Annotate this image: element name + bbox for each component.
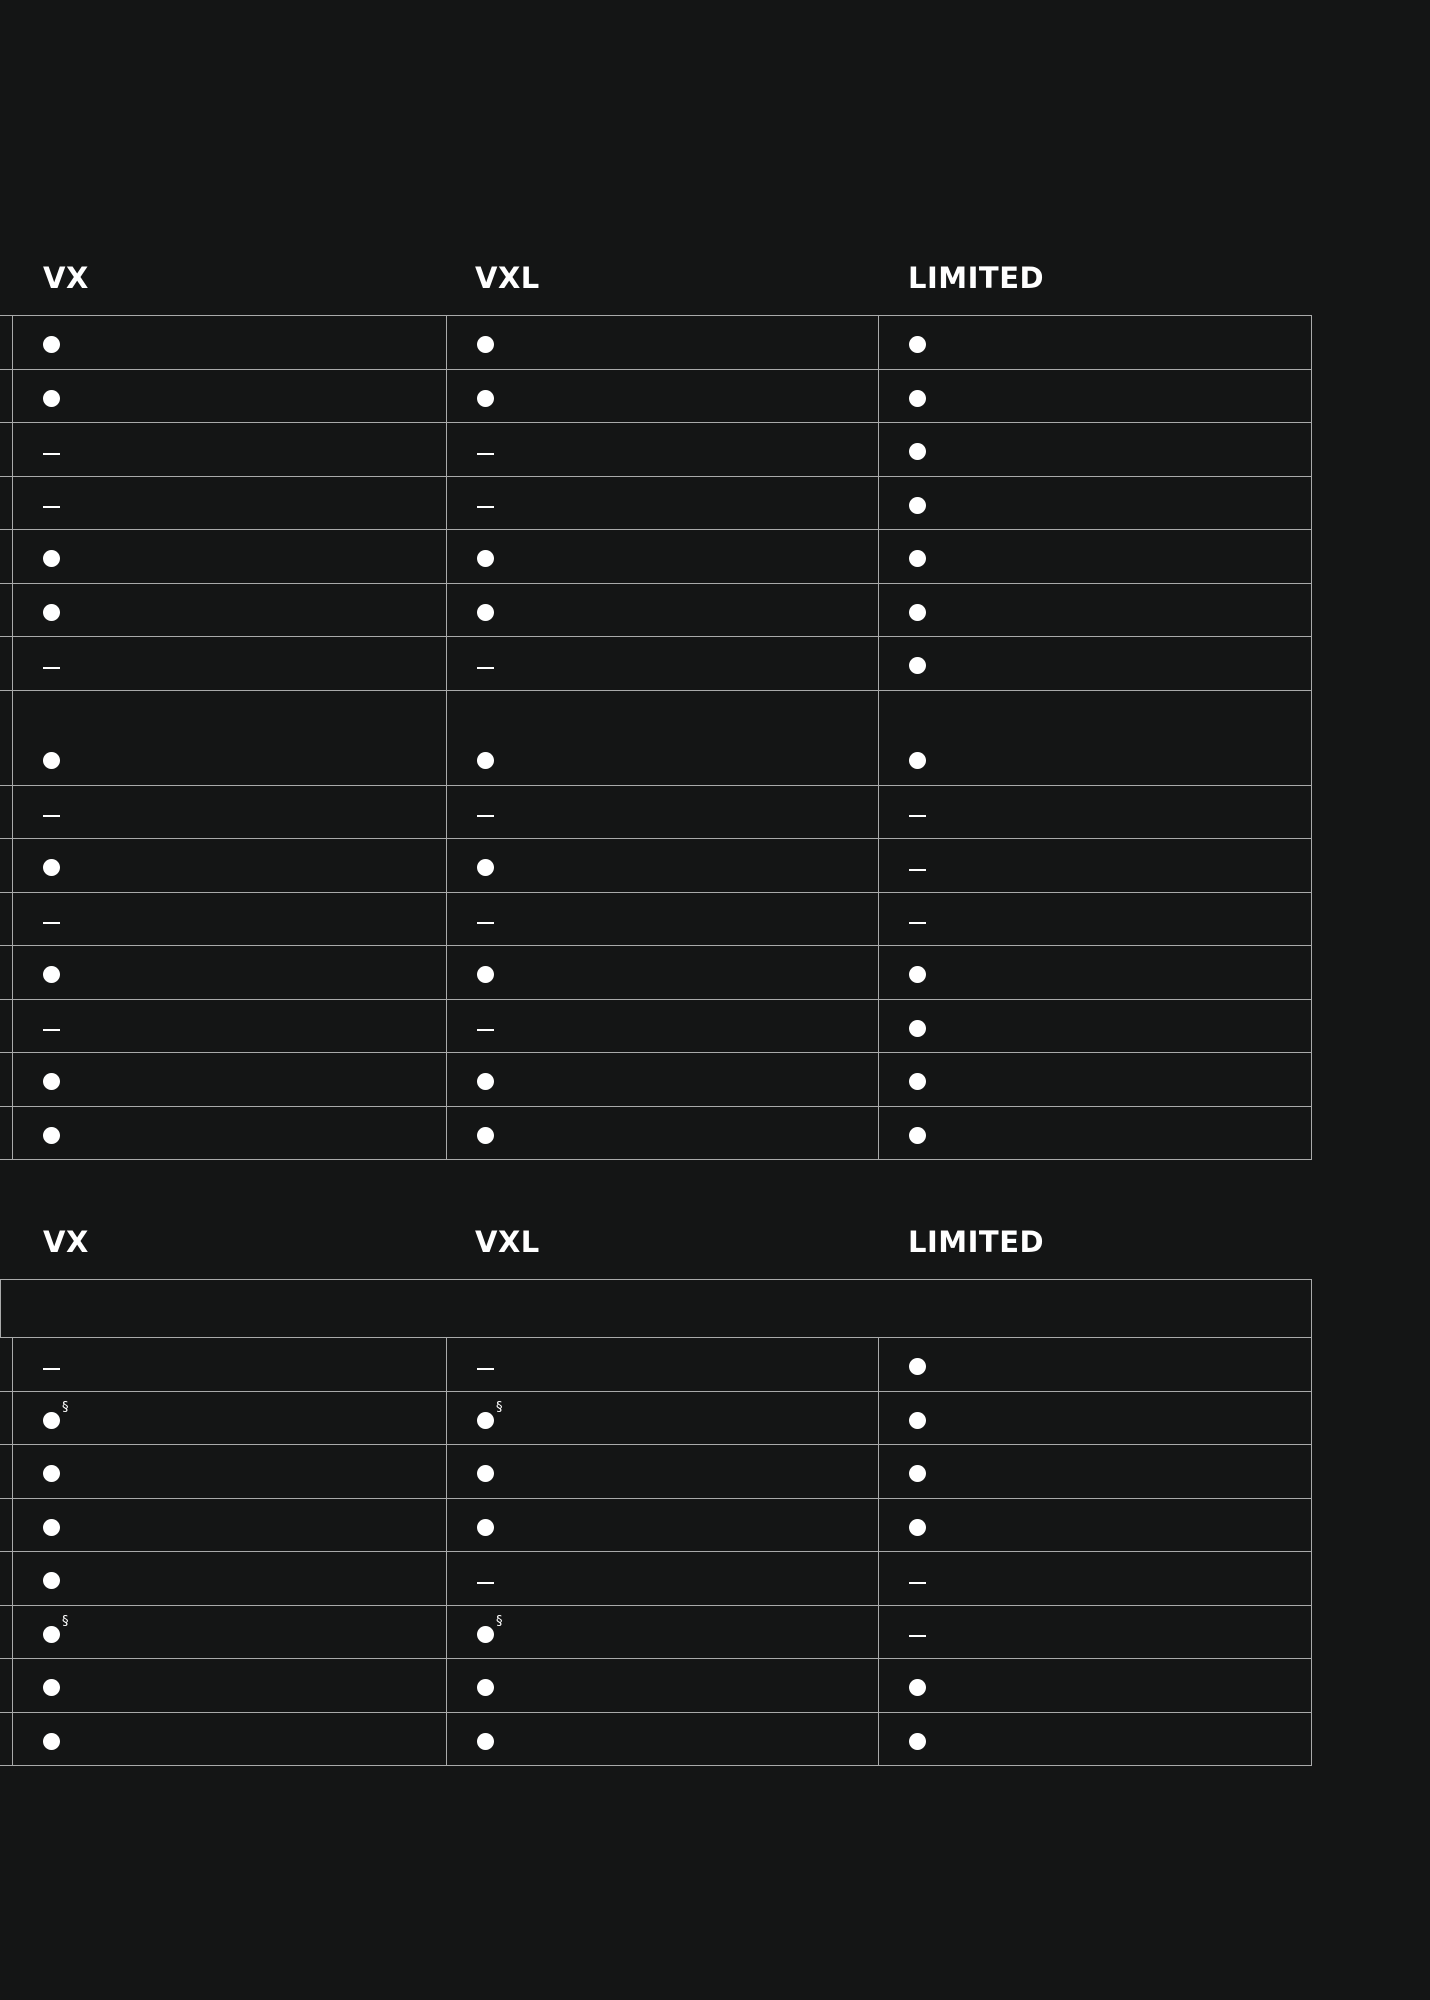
table-cell — [878, 423, 1312, 476]
included-dot-icon — [43, 1127, 60, 1144]
cell-mark — [909, 803, 926, 825]
column-header-vxl: VXL — [475, 261, 540, 295]
cell-mark — [909, 494, 926, 516]
included-dot-icon — [909, 336, 926, 353]
table-cell — [12, 1713, 446, 1766]
cell-mark — [43, 857, 60, 879]
table-row — [0, 691, 1311, 786]
included-dot-icon — [43, 1572, 60, 1589]
cell-mark — [477, 1463, 494, 1485]
not-available-dash-icon — [909, 1635, 926, 1637]
included-dot-icon — [477, 1679, 494, 1696]
table-row — [0, 1445, 1311, 1499]
table-row — [0, 584, 1311, 638]
cell-mark — [909, 548, 926, 570]
cell-mark — [43, 1516, 60, 1538]
included-dot-icon — [477, 550, 494, 567]
footnote-marker: § — [62, 1614, 69, 1629]
included-dot-icon — [909, 1073, 926, 1090]
cell-mark — [909, 1124, 926, 1146]
table-cell — [446, 1445, 878, 1498]
table-cell — [12, 1499, 446, 1552]
table-cell — [12, 1053, 446, 1106]
cell-mark — [909, 1570, 926, 1592]
table-cell — [446, 1338, 878, 1391]
table-cell — [878, 477, 1312, 530]
table-cell — [446, 1053, 878, 1106]
table-cell — [12, 1107, 446, 1160]
cell-mark — [909, 601, 926, 623]
not-available-dash-icon — [43, 815, 60, 817]
cell-mark — [909, 1516, 926, 1538]
table-cell — [878, 1392, 1312, 1445]
cell-mark — [43, 803, 60, 825]
included-dot-icon — [43, 1412, 60, 1429]
table-cell — [878, 893, 1312, 946]
cell-mark — [43, 601, 60, 623]
not-available-dash-icon — [43, 667, 60, 669]
table-row — [0, 477, 1311, 531]
table-cell — [878, 530, 1312, 583]
table-cell — [878, 1713, 1312, 1766]
not-available-dash-icon — [909, 869, 926, 871]
table-row — [0, 530, 1311, 584]
section-header-row — [0, 1280, 1311, 1338]
not-available-dash-icon — [477, 1029, 494, 1031]
table-cell — [12, 637, 446, 690]
table-row — [0, 1000, 1311, 1054]
included-dot-icon — [909, 1358, 926, 1375]
table-row — [0, 946, 1311, 1000]
table-cell — [878, 370, 1312, 423]
cell-mark — [43, 494, 60, 516]
not-available-dash-icon — [477, 815, 494, 817]
cell-mark — [477, 1017, 494, 1039]
not-available-dash-icon — [909, 922, 926, 924]
included-dot-icon — [477, 1412, 494, 1429]
cell-mark — [43, 964, 60, 986]
table-cell — [446, 691, 878, 785]
table-cell — [446, 1713, 878, 1766]
cell-mark — [43, 1463, 60, 1485]
feature-table-1 — [0, 258, 1313, 298]
not-available-dash-icon — [43, 922, 60, 924]
table-cell — [12, 423, 446, 476]
table-row — [0, 1053, 1311, 1107]
cell-mark — [43, 910, 60, 932]
table-row — [0, 370, 1311, 424]
cell-mark — [477, 964, 494, 986]
included-dot-icon — [477, 1519, 494, 1536]
table-cell — [878, 946, 1312, 999]
table-cell — [446, 1000, 878, 1053]
table-cell — [12, 1338, 446, 1391]
cell-mark — [909, 1623, 926, 1645]
cell-mark — [477, 387, 494, 409]
included-dot-icon — [477, 1733, 494, 1750]
table-cell — [878, 584, 1312, 637]
cell-mark — [477, 750, 494, 772]
included-dot-icon — [43, 966, 60, 983]
included-dot-icon — [477, 1073, 494, 1090]
table-row — [0, 423, 1311, 477]
cell-mark — [43, 655, 60, 677]
table-cell — [446, 1107, 878, 1160]
included-dot-icon — [477, 752, 494, 769]
cell-mark — [477, 1570, 494, 1592]
included-dot-icon — [909, 1127, 926, 1144]
cell-mark — [477, 1124, 494, 1146]
included-dot-icon — [43, 1073, 60, 1090]
table-row — [0, 786, 1311, 840]
table-cell — [878, 1499, 1312, 1552]
cell-mark — [909, 1017, 926, 1039]
included-dot-icon — [909, 1519, 926, 1536]
included-dot-icon — [909, 1020, 926, 1037]
table-cell — [446, 1552, 878, 1605]
included-dot-icon — [909, 1412, 926, 1429]
table-cell — [446, 946, 878, 999]
footnote-marker: § — [62, 1400, 69, 1415]
cell-mark — [43, 1730, 60, 1752]
table-cell — [878, 786, 1312, 839]
cell-mark — [909, 964, 926, 986]
cell-mark — [477, 1516, 494, 1538]
table-row — [0, 1606, 1311, 1660]
table-cell — [878, 691, 1312, 785]
cell-mark — [43, 1400, 69, 1431]
included-dot-icon — [909, 443, 926, 460]
table-row — [0, 1659, 1311, 1713]
table-cell — [446, 637, 878, 690]
cell-mark — [43, 1071, 60, 1093]
not-available-dash-icon — [477, 1582, 494, 1584]
feature-table-2 — [0, 1222, 1313, 1629]
table-cell — [446, 423, 878, 476]
cell-mark — [43, 334, 60, 356]
cell-mark — [909, 1071, 926, 1093]
cell-mark — [477, 910, 494, 932]
cell-mark — [43, 750, 60, 772]
table-row — [0, 839, 1311, 893]
cell-mark — [477, 1614, 503, 1645]
included-dot-icon — [43, 390, 60, 407]
cell-mark — [477, 601, 494, 623]
not-available-dash-icon — [43, 453, 60, 455]
table-cell — [446, 1392, 878, 1445]
table-cell — [12, 370, 446, 423]
table-cell — [878, 1338, 1312, 1391]
cell-mark — [43, 1124, 60, 1146]
included-dot-icon — [909, 752, 926, 769]
table-cell — [446, 477, 878, 530]
cell-mark — [477, 655, 494, 677]
table-cell — [12, 1659, 446, 1712]
cell-mark — [909, 1409, 926, 1431]
cell-mark — [43, 1356, 60, 1378]
included-dot-icon — [43, 1733, 60, 1750]
cell-mark — [909, 1677, 926, 1699]
included-dot-icon — [477, 966, 494, 983]
table-2-headers — [0, 1222, 1313, 1262]
not-available-dash-icon — [477, 667, 494, 669]
cell-mark — [477, 1730, 494, 1752]
table-cell — [12, 839, 446, 892]
table-row — [0, 316, 1311, 370]
table-row — [0, 1392, 1311, 1446]
included-dot-icon — [909, 966, 926, 983]
included-dot-icon — [909, 1733, 926, 1750]
cell-mark — [477, 334, 494, 356]
not-available-dash-icon — [43, 1368, 60, 1370]
cell-mark — [43, 1017, 60, 1039]
table-cell — [878, 637, 1312, 690]
table-cell — [12, 1392, 446, 1445]
table-cell — [878, 1606, 1312, 1659]
table-cell — [446, 1659, 878, 1712]
cell-mark — [477, 1400, 503, 1431]
column-header-limited: LIMITED — [908, 261, 1045, 295]
included-dot-icon — [909, 390, 926, 407]
cell-mark — [43, 548, 60, 570]
table-row — [0, 1552, 1311, 1606]
table-cell — [878, 839, 1312, 892]
cell-mark — [909, 750, 926, 772]
table-1-grid — [0, 315, 1312, 1160]
cell-mark — [43, 1570, 60, 1592]
table-cell — [446, 584, 878, 637]
not-available-dash-icon — [477, 506, 494, 508]
table-cell — [446, 893, 878, 946]
cell-mark — [43, 441, 60, 463]
cell-mark — [43, 387, 60, 409]
column-header-vx: VX — [43, 1225, 89, 1259]
table-cell — [12, 316, 446, 369]
included-dot-icon — [477, 604, 494, 621]
cell-mark — [43, 1677, 60, 1699]
not-available-dash-icon — [477, 922, 494, 924]
table-cell — [12, 893, 446, 946]
table-cell — [446, 1499, 878, 1552]
included-dot-icon — [43, 550, 60, 567]
cell-mark — [477, 548, 494, 570]
included-dot-icon — [909, 604, 926, 621]
cell-mark — [909, 387, 926, 409]
included-dot-icon — [43, 1679, 60, 1696]
table-row — [0, 1107, 1311, 1161]
table-cell — [446, 1606, 878, 1659]
included-dot-icon — [43, 604, 60, 621]
column-header-vx: VX — [43, 261, 89, 295]
included-dot-icon — [43, 1626, 60, 1643]
cell-mark — [909, 655, 926, 677]
included-dot-icon — [909, 657, 926, 674]
table-1-headers — [0, 258, 1313, 298]
table-cell — [878, 1552, 1312, 1605]
cell-mark — [477, 1356, 494, 1378]
table-cell — [446, 530, 878, 583]
cell-mark — [477, 857, 494, 879]
column-header-limited: LIMITED — [908, 1225, 1045, 1259]
table-cell — [12, 1606, 446, 1659]
included-dot-icon — [477, 859, 494, 876]
table-cell — [878, 1107, 1312, 1160]
table-2-grid — [0, 1279, 1312, 1766]
footnote-marker: § — [496, 1614, 503, 1629]
table-cell — [878, 1000, 1312, 1053]
included-dot-icon — [477, 1626, 494, 1643]
included-dot-icon — [43, 336, 60, 353]
footnote-marker: § — [496, 1400, 503, 1415]
table-cell — [12, 1000, 446, 1053]
included-dot-icon — [43, 859, 60, 876]
table-row — [0, 637, 1311, 691]
table-cell — [12, 584, 446, 637]
not-available-dash-icon — [477, 453, 494, 455]
included-dot-icon — [43, 752, 60, 769]
table-cell — [446, 370, 878, 423]
cell-mark — [909, 857, 926, 879]
cell-mark — [909, 1463, 926, 1485]
included-dot-icon — [477, 390, 494, 407]
cell-mark — [909, 334, 926, 356]
included-dot-icon — [43, 1519, 60, 1536]
cell-mark — [909, 910, 926, 932]
table-cell — [878, 316, 1312, 369]
cell-mark — [909, 1730, 926, 1752]
included-dot-icon — [909, 550, 926, 567]
table-row — [0, 1338, 1311, 1392]
included-dot-icon — [909, 497, 926, 514]
cell-mark — [477, 441, 494, 463]
cell-mark — [43, 1614, 69, 1645]
not-available-dash-icon — [43, 1029, 60, 1031]
included-dot-icon — [909, 1679, 926, 1696]
included-dot-icon — [43, 1465, 60, 1482]
table-cell — [446, 786, 878, 839]
table-cell — [12, 1445, 446, 1498]
not-available-dash-icon — [909, 1582, 926, 1584]
included-dot-icon — [909, 1465, 926, 1482]
table-row — [0, 893, 1311, 947]
cell-mark — [909, 1356, 926, 1378]
table-cell — [446, 839, 878, 892]
not-available-dash-icon — [43, 506, 60, 508]
cell-mark — [477, 1071, 494, 1093]
table-cell — [12, 691, 446, 785]
table-cell — [12, 530, 446, 583]
table-cell — [878, 1053, 1312, 1106]
table-cell — [12, 1552, 446, 1605]
not-available-dash-icon — [477, 1368, 494, 1370]
table-row — [0, 1713, 1311, 1767]
included-dot-icon — [477, 1127, 494, 1144]
cell-mark — [477, 494, 494, 516]
cell-mark — [909, 441, 926, 463]
not-available-dash-icon — [909, 815, 926, 817]
table-cell — [12, 477, 446, 530]
table-cell — [878, 1445, 1312, 1498]
table-cell — [12, 946, 446, 999]
included-dot-icon — [477, 336, 494, 353]
table-cell — [12, 786, 446, 839]
column-header-vxl: VXL — [475, 1225, 540, 1259]
table-cell — [878, 1659, 1312, 1712]
included-dot-icon — [477, 1465, 494, 1482]
cell-mark — [477, 1677, 494, 1699]
table-row — [0, 1499, 1311, 1553]
table-cell — [446, 316, 878, 369]
cell-mark — [477, 803, 494, 825]
